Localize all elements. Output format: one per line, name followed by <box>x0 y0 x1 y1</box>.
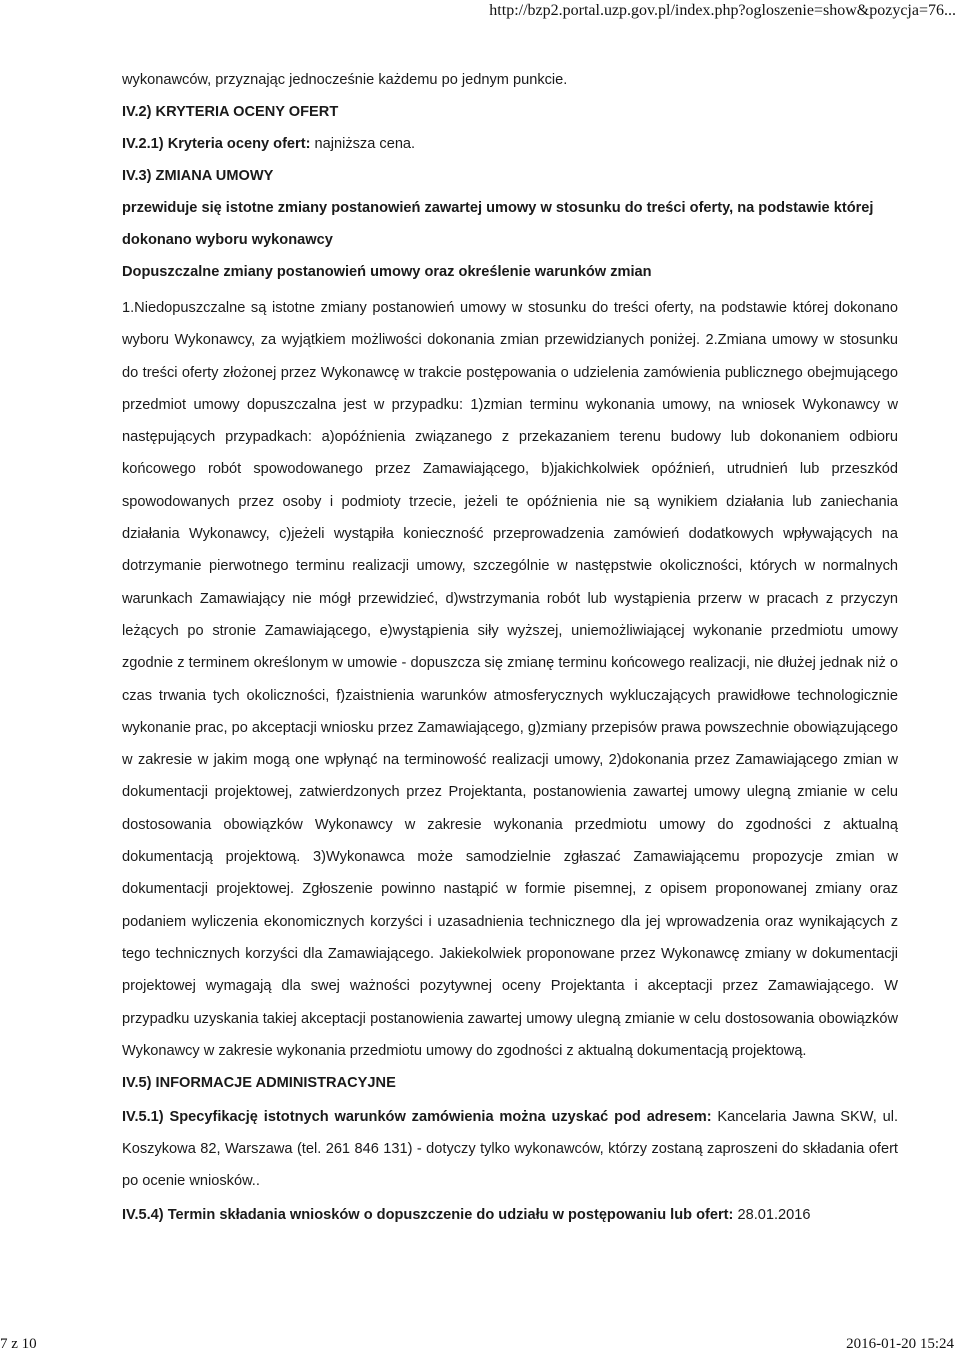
section-iv51-value: Kancelaria Jawna SKW, ul. Koszykowa 82, Warszawa (tel. 261 846 131) - dotyczy tylko wykonawców, którzy zostaną zaproszeni do składania ofert po ocenie wniosków.. <box>122 1109 898 1190</box>
section-iv51 <box>122 1101 898 1197</box>
page-url-header: http://bzp2.portal.uzp.gov.pl/index.php?ogloszenie=show&pozycja=76... <box>489 2 956 19</box>
section-iv51-label: IV.5.1) Specyfikację istotnych warunków zamówienia można uzyskać pod adresem: <box>122 1109 712 1126</box>
section-iv3-subheading-2: Dopuszczalne zmiany postanowień umowy oraz określenie warunków zmian <box>122 264 652 280</box>
section-iv54 <box>122 1199 898 1231</box>
section-iv21-value: najniższa cena. <box>310 136 416 152</box>
section-iv3-subheading-1: przewiduje się istotne zmiany postanowień zawartej umowy w stosunku do treści oferty, na podstawie której dokonano wyboru wykonawcy <box>122 200 874 248</box>
section-iv54-label: IV.5.4) Termin składania wniosków o dopuszczenie do udziału w postępowaniu lub ofert: <box>122 1207 734 1224</box>
section-iv3-body: 1.Niedopuszczalne są istotne zmiany postanowień umowy w stosunku do treści oferty, na podstawie której dokonano wyboru Wykonawcy, za wyjątkiem możliwości dokonania zmian przewidzianych poniżej. 2.Zmiana umowy w stosunku do treści oferty złożonej przez Wykonawcę w trakcie postępowania o udzielenia zamówienia publicznego obejmującego przedmiot umowy dopuszczalna jest w przypadku: 1)zmian terminu wykonania umowy, na wniosek Wykonawcy w następujących przypadkach: a)opóźnienia związanego z przekazaniem terenu budowy lub dokonaniem odbioru końcowego robót spowodowanego przez Zamawiającego, b)jakichkolwiek opóźnień, utrudnień lub przeszkód spowodowanych przez osoby i podmioty trzecie, jeżeli te opóźnienia nie są wynikiem działania lub zaniechania działania Wykonawcy, c)jeżeli wystąpiła konieczność przeprowadzenia zamówień dodatkowych wpływających na dotrzymanie pierwotnego terminu realizacji umowy, szczególnie w następstwie okoliczności, których w normalnych warunkach Zamawiający nie mógł przewidzieć, d)wstrzymania robót lub wystąpienia przerw w pracach z przyczyn leżących po stronie Zamawiającego, e)wystąpienia siły wyższej, uniemożliwiającej wykonanie przedmiotu umowy zgodnie z terminem określonym w umowie - dopuszcza się zmianę terminu końcowego realizacji, nie dłużej jednak niż o czas trwania tych okoliczności, f)zaistnienia warunków atmosferycznych wykluczających prawidłowe technologicznie wykonanie prac, po akceptacji wniosku przez Zamawiającego, g)zmiany przepisów prawa powszechnie obowiązującego w zakresie w jakim mogą one wpłynąć na terminowość realizacji umowy, 2)dokonania przez Zamawiającego zmian w dokumentacji projektowej, zatwierdzonych przez Projektanta, postanowienia zawartej umowy ulegną zmianie w celu dostosowania obowiązków Wykonawcy w zakresie wykonania przedmiotu umowy do zgodności z aktualną dokumentacją projektową. 3)Wykonawca może samodzielnie zgłaszać Zamawiającemu propozycje zmian w dokumentacji projektowej. Zgłoszenie powinno nastąpić w formie pisemnej, z opisem proponowanej zmiany oraz podaniem wyliczenia ekonomicznych korzyści i uzasadnienia technicznego dla jej wprowadzenia oraz wynikających z tego technicznych korzyści dla Zamawiającego. Jakiekolwiek proponowane przez Wykonawcę zmiany w dokumentacji projektowej wymagają dla swej ważności pozytywnej oceny Projektanta i akceptacji przez Zamawiającego. W przypadku uzyskania takiej akceptacji postanowienia zawartej umowy ulegną zmianie w celu dostosowania obowiązków Wykonawcy w zakresie wykonania przedmiotu umowy do zgodności z aktualną dokumentacją projektową. <box>122 300 898 1059</box>
section-iv21-label: IV.2.1) Kryteria oceny ofert: <box>122 136 311 152</box>
page-number: 7 z 10 <box>0 1336 37 1352</box>
section-iv3-title: IV.3) ZMIANA UMOWY <box>122 168 274 184</box>
intro-line: wykonawców, przyznając jednocześnie każdemu po jednym punkcie. <box>122 72 568 88</box>
section-iv21 <box>122 128 898 160</box>
section-iv54-value: 28.01.2016 <box>733 1207 811 1224</box>
document-content <box>122 64 898 1231</box>
section-iv2-title: IV.2) KRYTERIA OCENY OFERT <box>122 104 339 120</box>
section-iv5-title: IV.5) INFORMACJE ADMINISTRACYJNE <box>122 1075 396 1092</box>
print-timestamp: 2016-01-20 15:24 <box>846 1336 954 1352</box>
